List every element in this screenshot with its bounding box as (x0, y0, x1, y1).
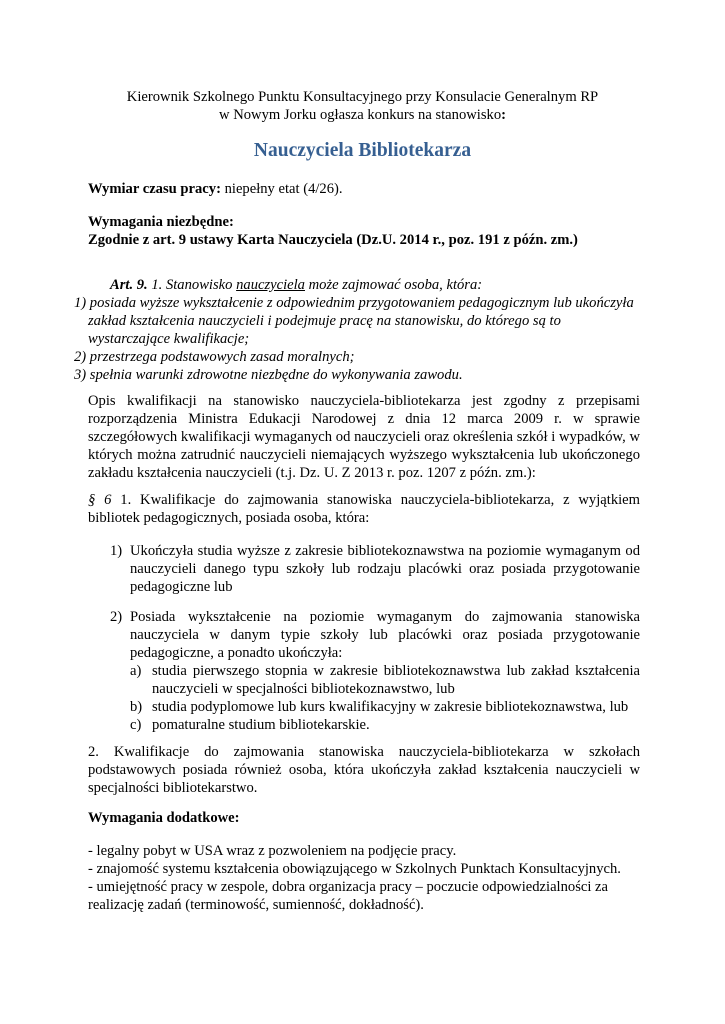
par6-item-2-sub-b-num: b) (130, 699, 143, 715)
par6-item-2 (110, 608, 640, 734)
par6-mark: § 6 (88, 492, 112, 508)
header-line-2-text: w Nowym Jorku ogłasza konkurs na stanowisko (219, 107, 502, 123)
par6-item-2-sub-a-text: studia pierwszego stopnia w zakresie bibliotekoznawstwa lub zakład kształcenia nauczycieli w specjalności bibliotekoznawstwo, lub (152, 663, 640, 697)
additional-heading: Wymagania dodatkowe: (88, 810, 240, 826)
art9-lead (74, 276, 654, 294)
par6-item-2-sub-c-num: c) (130, 717, 142, 733)
par6-item-2-sub-b-text: studia podyplomowe lub kurs kwalifikacyjny w zakresie bibliotekoznawstwa, lub (152, 699, 629, 715)
par6-item-2-body (110, 608, 640, 662)
position-title: Nauczyciela Bibliotekarza (253, 140, 472, 161)
par6-item-2-sub-a-num: a) (130, 663, 142, 679)
art9-item-2: 2) przestrzega podstawowych zasad moralnych; (74, 349, 355, 365)
par6-item-1-body (110, 542, 640, 596)
art9-item-1-line-2: zakład kształcenia nauczycieli i podejmuje pracę na stanowisku, do którego są to (88, 313, 561, 329)
par6-item-2-sub-c (130, 716, 640, 734)
additional-item-3: - umiejętność pracy w zespole, dobra organizacja pracy – poczucie odpowiedzialności za realizację zadań (terminowość, sumienność, dokładność). (88, 879, 609, 913)
art9-item-3: 3) spełnia warunki zdrowotne niezbędne do wykonywania zawodu. (74, 367, 463, 383)
par6-text: 1. Kwalifikacje do zajmowania stanowiska nauczyciela-bibliotekarza, z wyjątkiem bibliotek pedagogicznych, posiada osoba, która: (88, 492, 640, 526)
requirements-basis: Zgodnie z art. 9 ustawy Karta Nauczyciela (Dz.U. 2014 r., poz. 191 z późn. zm.) (88, 232, 578, 248)
art9-lead-underlined: nauczyciela (236, 277, 305, 293)
requirements-section (88, 213, 640, 249)
par6-item-2-num: 2) (110, 609, 123, 625)
par6-item-1 (110, 542, 640, 596)
par6-item-2-sub-c-text: pomaturalne studium bibliotekarskie. (152, 717, 370, 733)
par6-item-2-sub-a (130, 662, 640, 698)
header-line-1: Kierownik Szkolnego Punktu Konsultacyjnego przy Konsulacie Generalnym RP (126, 89, 599, 105)
art9-quote (74, 276, 654, 384)
par6-intro (88, 491, 640, 527)
par6-item-2-sub-b (130, 698, 640, 716)
art9-item-1-line-3: wystarczające kwalifikacje; (88, 331, 250, 347)
art9-item-1-line-1: 1) posiada wyższe wykształcenie z odpowiednim przygotowaniem pedagogicznym lub ukończyła (74, 295, 634, 311)
par6-item-1-num: 1) (110, 543, 123, 559)
work-time-label: Wymiar czasu pracy: (88, 181, 221, 197)
art9-lead-text1: 1. Stanowisko (147, 277, 237, 293)
additional-item-1: - legalny pobyt w USA wraz z pozwoleniem na podjęcie pracy. (88, 843, 457, 859)
art9-lead-bold: Art. 9. (110, 277, 148, 293)
announcement-header (60, 88, 665, 124)
header-line-2 (60, 106, 665, 124)
qualification-intro: Opis kwalifikacji na stanowisko nauczyciela-bibliotekarza jest zgodny z przepisami rozporządzenia Ministra Edukacji Narodowej z dnia 12 marca 2009 r. w sprawie szczegółowych kwalifikacji wymaganych od nauczycieli oraz określenia szkół i wypadków, w których można zatrudnić nauczycieli niemających wyższego wykształcenia lub ukończonego zakładu kształcenia nauczycieli (t.j. Dz. U. Z 2013 r. poz. 1207 z późn. zm.): (88, 393, 640, 481)
requirements-heading: Wymagania niezbędne: (88, 214, 234, 230)
header-line-2-colon: : (501, 107, 506, 123)
par6-item-1-text: Ukończyła studia wyższe z zakresie bibliotekoznawstwa na poziomie wymaganym od nauczycieli danego typu szkoły lub rodzaju placówki oraz posiada przygotowanie pedagogiczne lub (130, 543, 640, 595)
art9-lead-text2: może zajmować osoba, która: (304, 277, 483, 293)
additional-item-2: - znajomość systemu kształcenia obowiązującego w Szkolnych Punktach Konsultacyjnych. (88, 861, 621, 877)
par6-item-2-text: Posiada wykształcenie na poziomie wymaganym do zajmowania stanowiska nauczyciela w danym typie szkoły lub placówki oraz posiada przygotowanie pedagogiczne, a ponadto ukończyła: (130, 609, 640, 661)
par6-point-2: 2. Kwalifikacje do zajmowania stanowiska nauczyciela-bibliotekarza w szkołach podstawowych posiada również osoba, która ukończyła zakład kształcenia nauczycieli w specjalności bibliotekarstwo. (88, 744, 640, 796)
work-time-value: niepełny etat (4/26). (220, 181, 343, 197)
additional-list (88, 842, 640, 914)
work-time (88, 180, 640, 198)
